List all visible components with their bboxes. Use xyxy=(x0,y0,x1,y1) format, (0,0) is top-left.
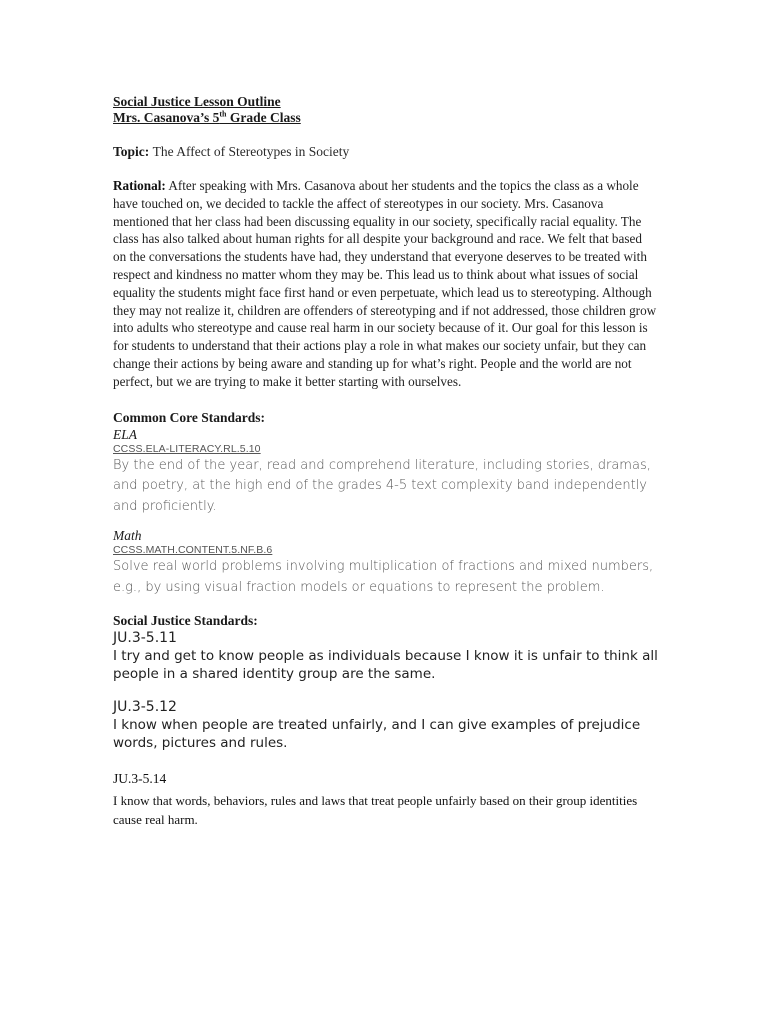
sj-standard-1 xyxy=(113,630,658,683)
sj-standard-2 xyxy=(113,699,658,752)
topic-value: The Affect of Stereotypes in Society xyxy=(152,144,350,159)
document-subtitle: Mrs. Casanova’s 5th Grade Class xyxy=(113,109,301,125)
math-text: Solve real world problems involving multiplication of fractions and mixed numbers, e.g., by using visual fraction models or equations to represent the problem. xyxy=(113,559,654,595)
topic-line xyxy=(113,143,658,161)
rational-paragraph xyxy=(113,177,658,391)
common-core-heading: Common Core Standards: xyxy=(113,409,266,425)
math-subject: Math xyxy=(113,528,142,544)
document-title: Social Justice Lesson Outline xyxy=(113,94,281,109)
sj-standard-code: JU.3-5.12 xyxy=(113,699,177,716)
sj-standard-text: I know that words, behaviors, rules and laws that treat people unfairly based on their group identities cause real harm. xyxy=(113,793,638,827)
sj-standard-code: JU.3-5.14 xyxy=(113,771,167,787)
sj-standard-code: JU.3-5.11 xyxy=(113,630,177,647)
sj-standard-text: I try and get to know people as individuals because I know it is unfair to think all people in a shared identity group are the same. xyxy=(113,648,658,683)
rational-label: Rational: xyxy=(113,178,166,193)
math-standard xyxy=(113,528,658,598)
sj-standard-text: I know when people are treated unfairly, and I can give examples of prejudice words, pictures and rules. xyxy=(113,717,641,752)
topic-label: Topic: xyxy=(113,144,150,159)
ela-code-link[interactable]: CCSS.ELA-LITERACY.RL.5.10 xyxy=(113,442,261,455)
ela-subject: ELA xyxy=(113,426,138,442)
ela-text: By the end of the year, read and comprehend literature, including stories, dramas, and poetry, at the high end of the grades 4-5 text complexity band independently and proficiently. xyxy=(113,457,651,514)
sj-standard-3 xyxy=(113,770,658,829)
social-justice-heading: Social Justice Standards: xyxy=(113,613,258,629)
document-page xyxy=(113,94,658,829)
math-code-link[interactable]: CCSS.MATH.CONTENT.5.NF.B.6 xyxy=(113,544,273,557)
ela-standard xyxy=(113,427,658,518)
rational-text: After speaking with Mrs. Casanova about her students and the topics the class as a whole have touched on, we decided to tackle the affect of stereotypes in our society. Mrs. Casanova mentioned that her class had been discussing equality in our society, specifically racial equality. The class has also talked about human rights for all despite your background and race. We felt that based on the conversations the students have had, they understand that everyone deserves to be treated with respect and kindness no matter whom they may be. This lead us to think about what issues of social equality the students might face first hand or even perpetuate, which lead us to stereotyping. Although they may not realize it, children are offenders of stereotyping and if not addressed, those children grow into adults who stereotype and cause real harm in our society because of it. Our goal for this lesson is for students to understand that their actions play a role in what makes our society unfair, but they can change their actions by being aware and standing up for what’s right. People and the world are not perfect, but we are trying to make it better starting with ourselves. xyxy=(113,178,657,389)
